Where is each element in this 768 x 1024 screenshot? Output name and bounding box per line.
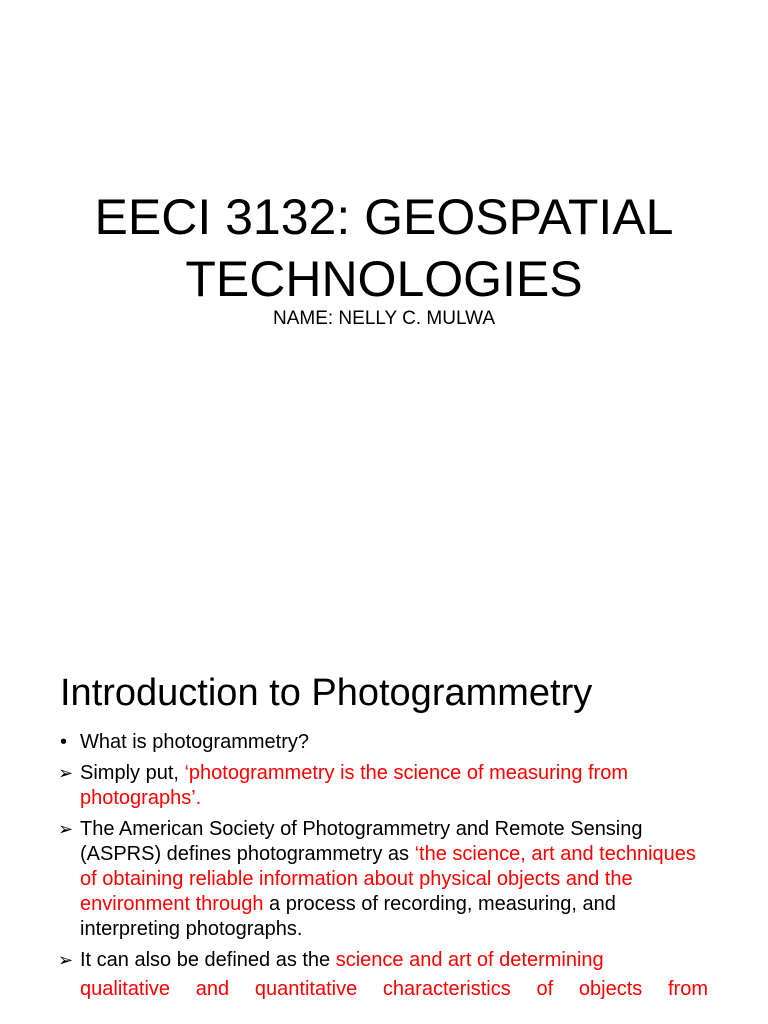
author-name: NAME: NELLY C. MULWA [272, 308, 496, 329]
list-item-text: It can also be defined as the [80, 949, 336, 971]
list-item-text: The American Society of Photogrammetry and Remote Sensing (ASPRS) defines photogrammetry as [80, 818, 643, 865]
list-item [58, 817, 708, 942]
emphasis-text: ‘photogrammetry is the science of measuring from photographs’. [80, 762, 628, 809]
list-item [58, 730, 708, 755]
slide-heading: Introduction to Photogrammetry [60, 671, 593, 714]
emphasis-text: ‘the science, art and techniques of obtaining reliable information about physical objects and the environment through [80, 843, 696, 915]
arrow-bullet-icon: ➢ [58, 819, 74, 839]
emphasis-text-continued: qualitative and quantitative characteristics of objects from [80, 978, 708, 1000]
slide-body [58, 730, 708, 1006]
list-item-text: What is photogrammetry? [80, 731, 309, 753]
slide-title [0, 186, 768, 310]
emphasis-text: science and art of determining [335, 949, 604, 971]
content-slide [0, 560, 768, 1024]
list-item-text-end: a process of recording, measuring, and interpreting photographs. [80, 893, 616, 940]
list-item-text: Simply put, [80, 762, 185, 784]
bullet-icon: • [60, 731, 68, 753]
list-item [58, 761, 708, 811]
arrow-bullet-icon: ➢ [58, 763, 74, 783]
slide-title-line-2: TECHNOLOGIES [185, 250, 583, 307]
list-item [58, 948, 708, 1006]
slide-title-line-1: EECI 3132: GEOSPATIAL [94, 188, 674, 245]
arrow-bullet-icon: ➢ [58, 950, 74, 970]
